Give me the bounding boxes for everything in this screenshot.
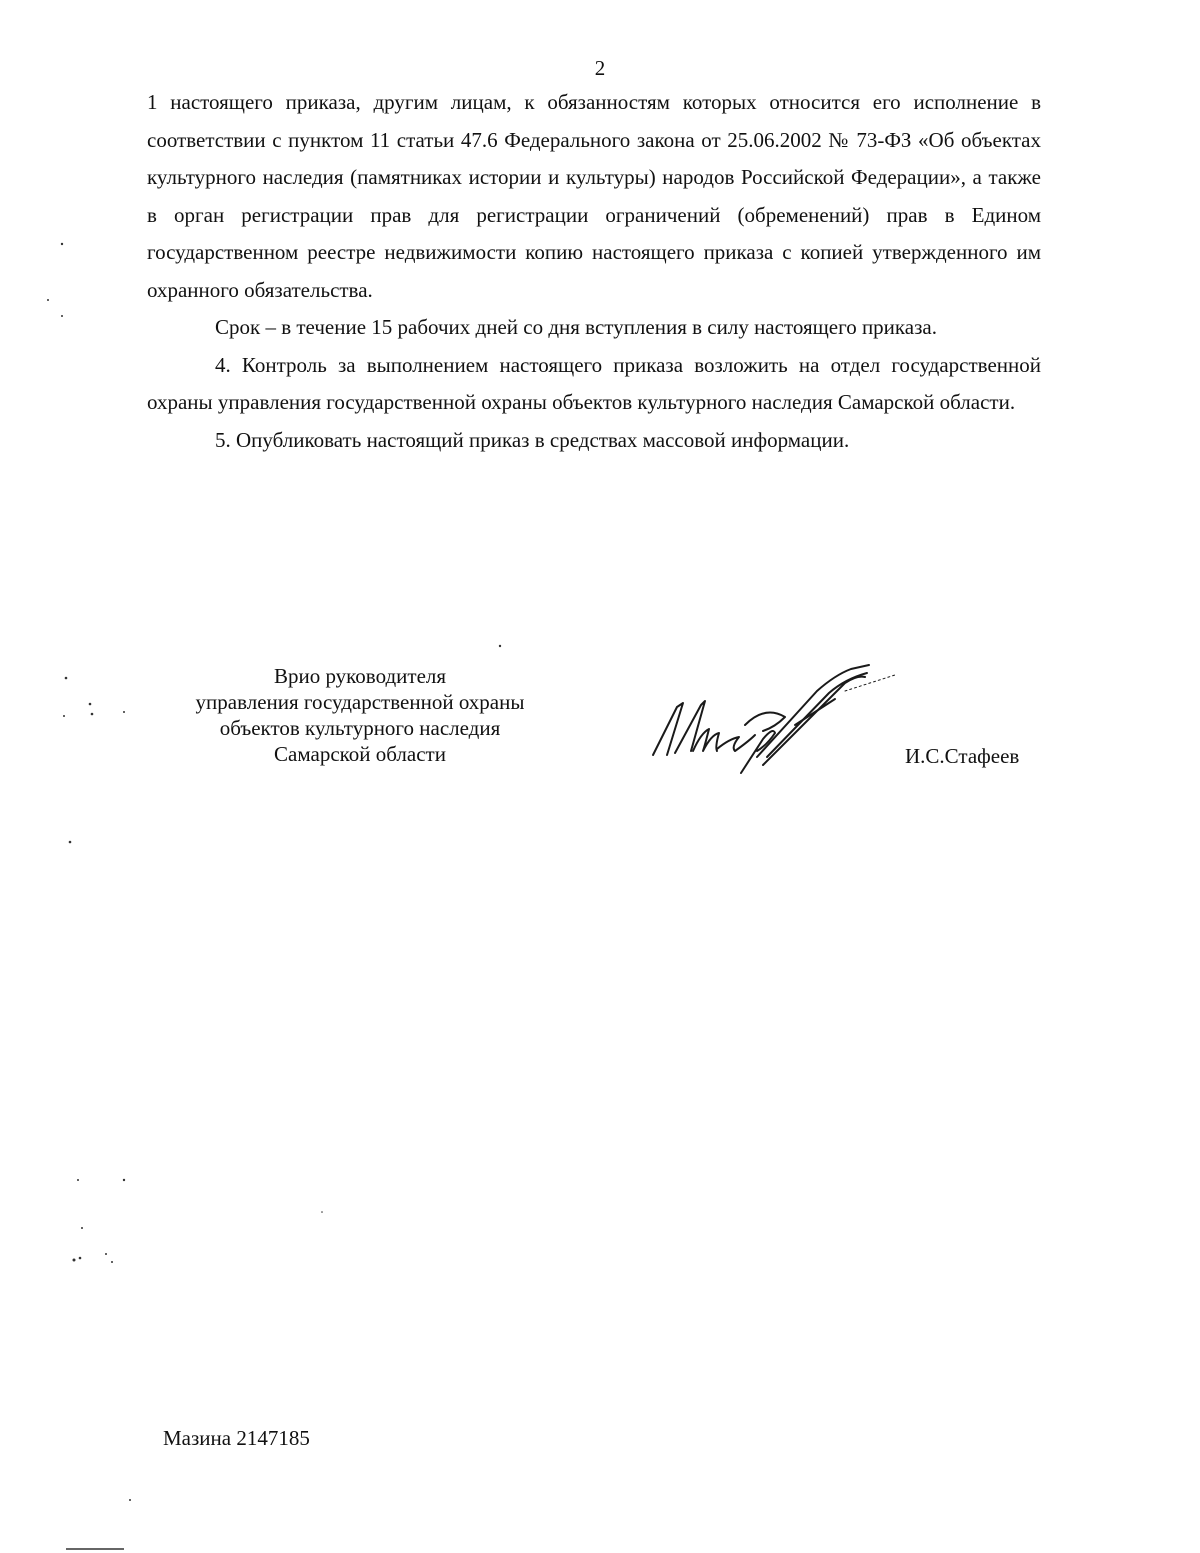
position-line: управления государственной охраны xyxy=(195,690,525,714)
page-number: 2 xyxy=(594,56,606,80)
signer-name: И.С.Стафеев xyxy=(905,744,1020,768)
executor-contact: Мазина 2147185 xyxy=(163,1426,310,1450)
handwritten-signature xyxy=(645,655,905,785)
position-line: объектов культурного наследия xyxy=(219,716,501,740)
paragraph-continuation: 1 настоящего приказа, другим лицам, к обязанностям которых относится его исполнение в соответствии с пунктом 11 статьи 47.6 Федерального закона от 25.06.2002 № 73-ФЗ «Об объектах культурного наследия (памятниках истории и культуры) народов Российской Федерации», а также в орган регистрации прав для регистрации ограничений (обременений) прав в Едином государственном реестре недвижимости копию настоящего приказа с копией утвержденного им охранного обязательства. xyxy=(147,90,1041,302)
paragraph-item-5: 5. Опубликовать настоящий приказ в средствах массовой информации. xyxy=(215,427,850,452)
document-body xyxy=(147,84,1041,459)
signatory-position xyxy=(150,663,570,767)
position-line: Самарской области xyxy=(274,742,446,766)
paragraph-deadline: Срок – в течение 15 рабочих дней со дня вступления в силу настоящего приказа. xyxy=(215,315,937,339)
position-line: Врио руководителя xyxy=(273,664,447,688)
paragraph-item-4: 4. Контроль за выполнением настоящего приказа возложить на отдел государственной охраны управления государственной охраны объектов культурного наследия Самарской области. xyxy=(147,352,1041,414)
